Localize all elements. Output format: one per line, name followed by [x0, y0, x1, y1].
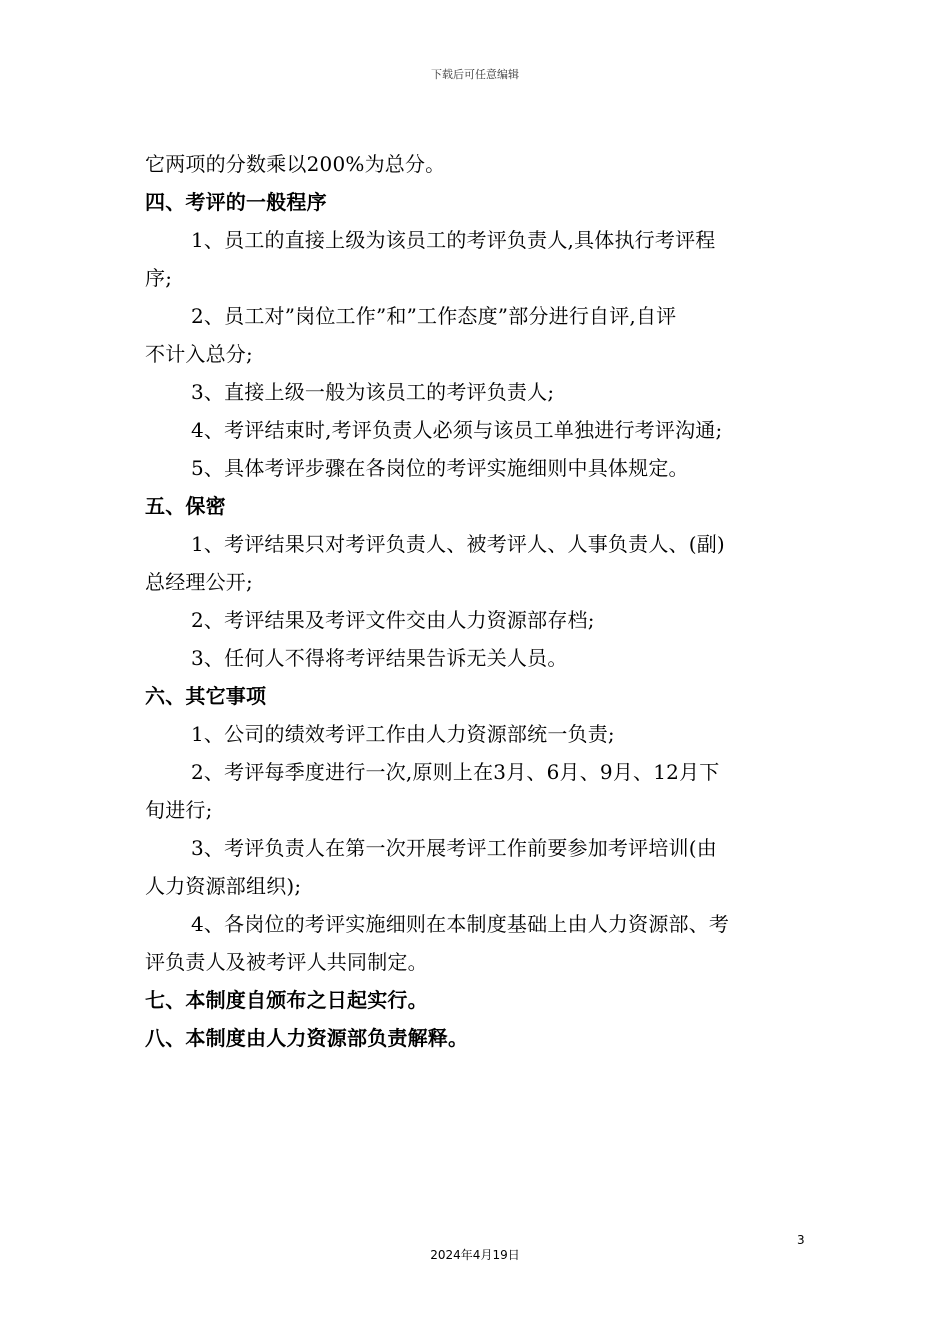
section-heading: 六、其它事项 [145, 684, 267, 708]
body-line: 3、任何人不得将考评结果告诉无关人员。 [191, 646, 568, 670]
body-line: 旬进行; [145, 798, 213, 822]
body-line: 1、公司的绩效考评工作由人力资源部统一负责; [191, 722, 615, 746]
body-line: 它两项的分数乘以200%为总分。 [145, 152, 446, 176]
body-line: 3、考评负责人在第一次开展考评工作前要参加考评培训(由 [191, 836, 717, 860]
document-body [145, 145, 807, 1057]
body-line: 1、考评结果只对考评负责人、被考评人、人事负责人、(副) [191, 532, 725, 556]
section-heading: 四、考评的一般程序 [145, 190, 327, 214]
body-line: 评负责人及被考评人共同制定。 [145, 950, 428, 974]
body-line: 总经理公开; [145, 570, 253, 594]
section-heading: 七、本制度自颁布之日起实行。 [145, 988, 428, 1012]
page-header: 下载后可任意编辑 [431, 68, 519, 81]
body-line: 序; [145, 266, 173, 290]
body-line: 2、考评每季度进行一次,原则上在3月、6月、9月、12月下 [191, 760, 720, 784]
body-line: 3、直接上级一般为该员工的考评负责人; [191, 380, 555, 404]
body-line: 人力资源部组织); [145, 874, 302, 898]
footer-date: 2024年4月19日 [430, 1248, 520, 1262]
body-line: 5、具体考评步骤在各岗位的考评实施细则中具体规定。 [191, 456, 689, 480]
section-heading: 八、本制度由人力资源部负责解释。 [145, 1026, 469, 1050]
body-line: 2、员工对”岗位工作”和”工作态度”部分进行自评,自评 [191, 304, 677, 328]
body-line: 4、各岗位的考评实施细则在本制度基础上由人力资源部、考 [191, 912, 730, 936]
body-line: 1、员工的直接上级为该员工的考评负责人,具体执行考评程 [191, 228, 716, 252]
body-line: 4、考评结束时,考评负责人必须与该员工单独进行考评沟通; [191, 418, 723, 442]
section-heading: 五、保密 [145, 494, 226, 518]
page-number: 3 [797, 1233, 805, 1247]
body-line: 不计入总分; [145, 342, 253, 366]
body-line: 2、考评结果及考评文件交由人力资源部存档; [191, 608, 595, 632]
